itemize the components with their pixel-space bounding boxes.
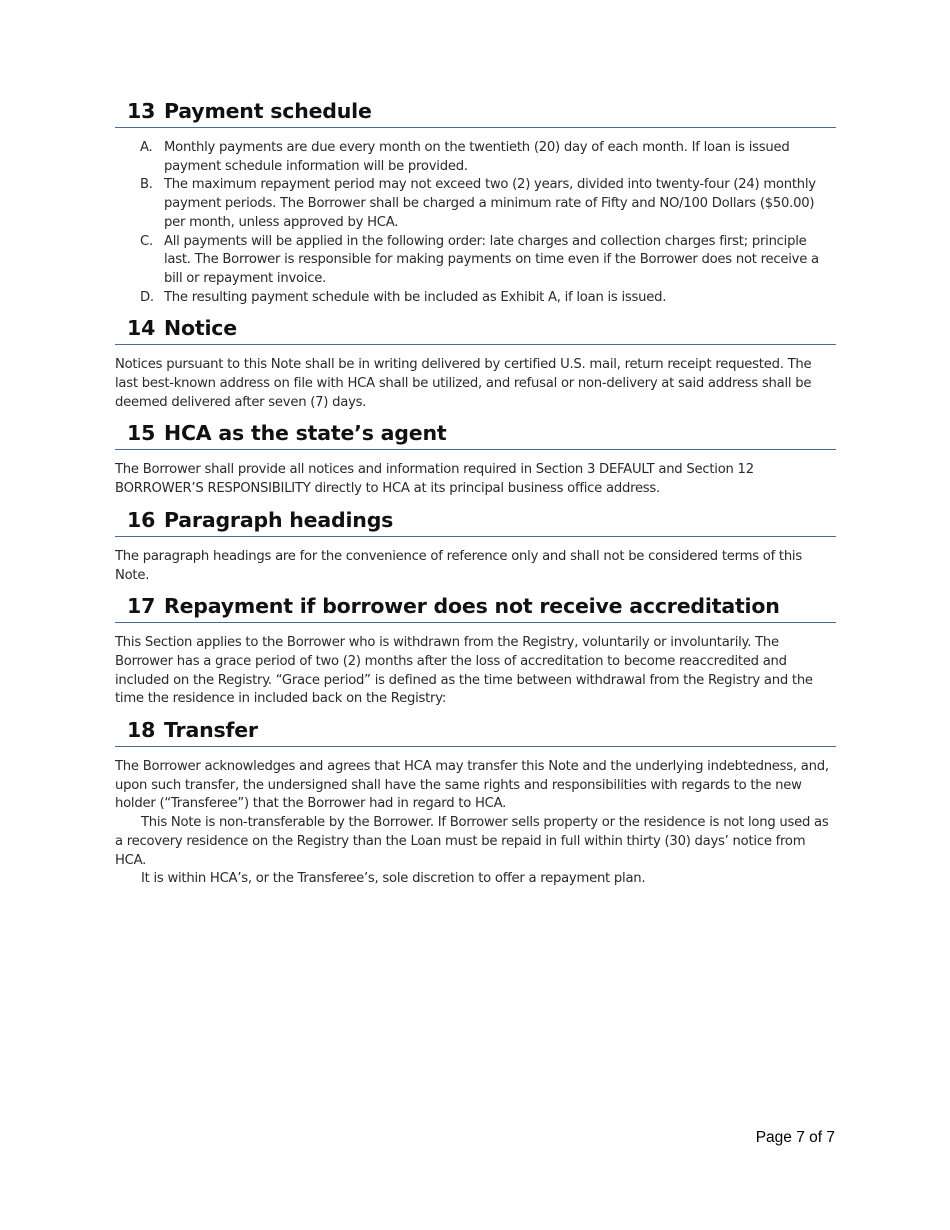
section-paragraph: This Section applies to the Borrower who is withdrawn from the Registry, voluntarily or involuntarily. The Borrower has a grace period of two (2) months after the loss of accreditation to become reaccredited and included on the Registry. “Grace period” is defined as the time between withdrawal from the Registry and the time the residence in included back on the Registry: <box>115 635 813 707</box>
section-paragraph: The paragraph headings are for the convenience of reference only and shall not be considered terms of this Note. <box>115 548 802 583</box>
document-page <box>115 98 836 889</box>
section-paragraph: The Borrower shall provide all notices and information required in Section 3 DEFAULT and Section 12 BORROWER’S RESPONSIBILITY directly to HCA at its principal business office address. <box>115 462 754 497</box>
section-number: 16 <box>127 507 156 532</box>
section-heading <box>115 98 836 128</box>
section-heading <box>115 717 836 747</box>
list-marker: C. <box>140 233 153 249</box>
section-heading <box>115 420 836 450</box>
list-marker: B. <box>140 177 153 193</box>
list-item <box>115 233 836 289</box>
section-14 <box>115 315 836 412</box>
section-heading <box>115 507 836 537</box>
section-title: Transfer <box>164 718 258 743</box>
page-number: Page 7 of 7 <box>755 1129 835 1146</box>
section-number: 17 <box>127 594 156 619</box>
list-item <box>115 289 836 308</box>
section-title: HCA as the state’s agent <box>164 421 447 446</box>
list-marker: A. <box>140 140 153 155</box>
list-item <box>115 139 836 176</box>
section-18 <box>115 717 836 889</box>
section-13 <box>115 98 836 307</box>
section-paragraph: This Note is non-transferable by the Borrower. If Borrower sells property or the residence is not long used as a recovery residence on the Registry than the Loan must be repaid in full within thirty (30) days’ notice from HCA. <box>115 815 829 868</box>
section-16 <box>115 507 836 585</box>
section-paragraph: Notices pursuant to this Note shall be in writing delivered by certified U.S. mail, return receipt requested. The last best-known address on file with HCA shall be utilized, and refusal or non-delivery at said address shall be deemed delivered after seven (7) days. <box>115 357 812 410</box>
list-marker: D. <box>140 289 154 305</box>
list-item <box>115 176 836 232</box>
list-item-text: The resulting payment schedule with be included as Exhibit A, if loan is issued. <box>164 289 667 305</box>
section-heading <box>115 593 836 623</box>
section-number: 13 <box>127 99 156 123</box>
section-title: Payment schedule <box>164 99 372 123</box>
section-paragraph: It is within HCA’s, or the Transferee’s, sole discretion to offer a repayment plan. <box>141 871 646 887</box>
section-number: 18 <box>127 718 156 743</box>
section-title: Notice <box>164 316 237 341</box>
list-item-text: Monthly payments are due every month on the twentieth (20) day of each month. If loan is issued payment schedule information will be provided. <box>164 140 790 174</box>
section-title: Paragraph headings <box>164 507 394 532</box>
section-paragraph: The Borrower acknowledges and agrees that HCA may transfer this Note and the underlying indebtedness, and, upon such transfer, the undersigned shall have the same rights and responsibilities with regards to the new holder (“Transferee”) that the Borrower had in regard to HCA. <box>115 759 829 812</box>
payment-schedule-list <box>115 139 836 307</box>
section-15 <box>115 420 836 498</box>
section-number: 14 <box>127 316 156 341</box>
section-title: Repayment if borrower does not receive accreditation <box>164 594 780 619</box>
section-17 <box>115 593 836 709</box>
section-number: 15 <box>127 421 156 446</box>
list-item-text: All payments will be applied in the following order: late charges and collection charges first; principle last. The Borrower is responsible for making payments on time even if the Borrower does not receive a bill or repayment invoice. <box>164 233 819 286</box>
section-heading <box>115 315 836 345</box>
list-item-text: The maximum repayment period may not exceed two (2) years, divided into twenty-four (24) monthly payment periods. The Borrower shall be charged a minimum rate of Fifty and NO/100 Dollars ($50.00) per month, unless approved by HCA. <box>164 177 816 230</box>
